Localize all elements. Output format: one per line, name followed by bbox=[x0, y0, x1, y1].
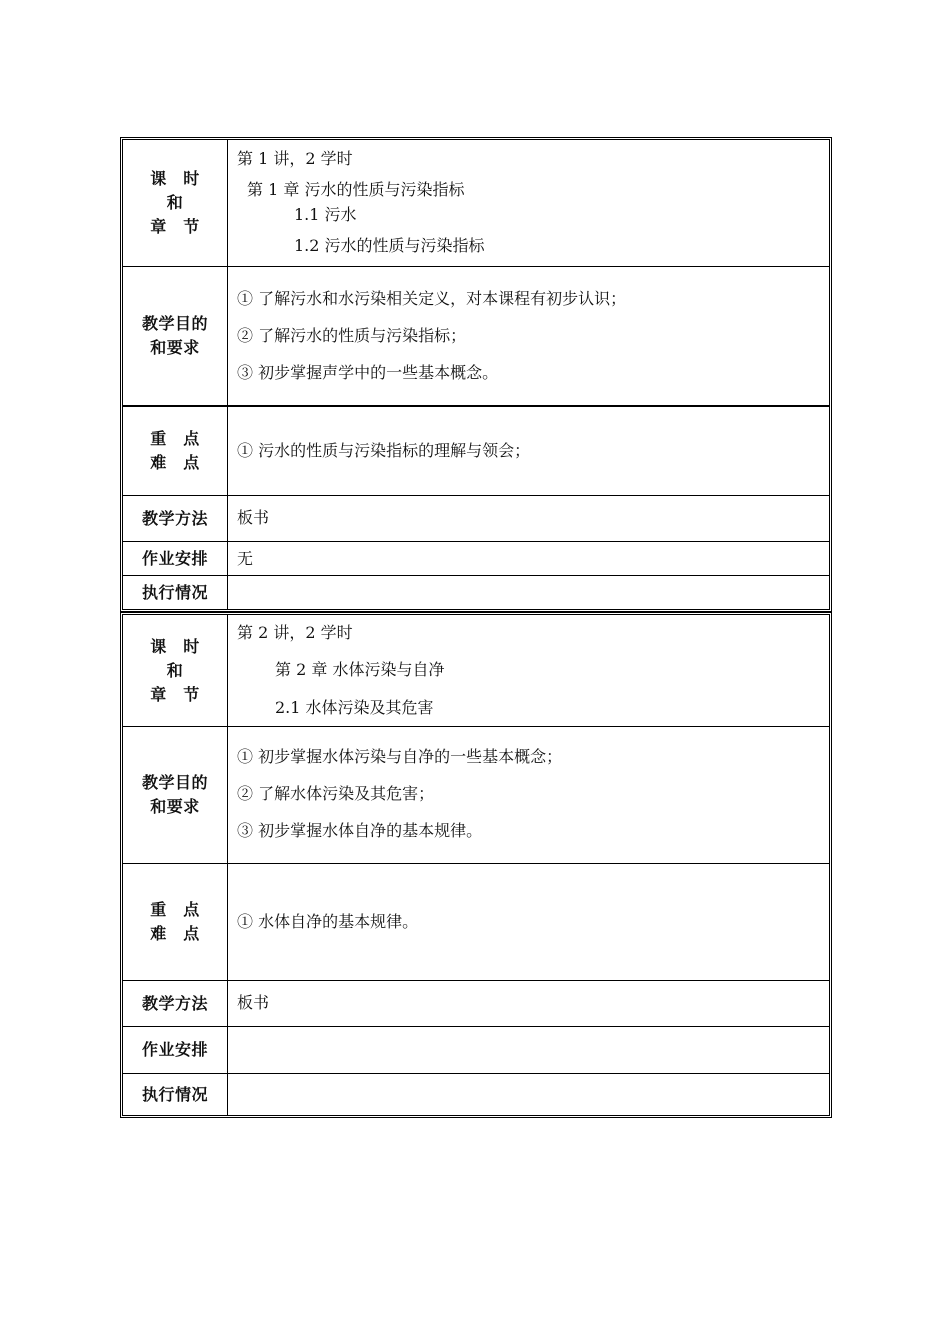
label-line: 章 节 bbox=[150, 684, 200, 704]
keypoint-item: ① 污水的性质与污染指标的理解与领会； bbox=[237, 441, 531, 460]
homework-label bbox=[123, 1027, 228, 1073]
objectives-content bbox=[228, 727, 829, 863]
subsection-title: 1.2 污水的性质与污染指标 bbox=[294, 236, 485, 255]
label-line: 重 点 bbox=[150, 429, 200, 448]
section-content bbox=[228, 140, 829, 266]
keypoints-label bbox=[123, 407, 228, 495]
homework-row bbox=[123, 542, 829, 576]
chapter-title: 第 2 章 水体污染与自净 bbox=[275, 660, 445, 679]
execution-row bbox=[123, 1074, 829, 1115]
lecture-hours: 第 1 讲，2 学时 bbox=[237, 149, 353, 168]
label-line: 课 时 bbox=[150, 169, 200, 188]
keypoints-content bbox=[228, 407, 829, 495]
label-line: 难 点 bbox=[150, 453, 200, 472]
lecture-hours: 第 2 讲，2 学时 bbox=[237, 623, 353, 642]
label-line: 教学方法 bbox=[141, 508, 208, 528]
homework-value: 无 bbox=[237, 549, 254, 568]
objective-item: ① 了解污水和水污染相关定义，对本课程有初步认识； bbox=[237, 289, 627, 308]
keypoints-label bbox=[123, 864, 228, 980]
label-line: 和要求 bbox=[150, 338, 200, 357]
lecture-2-table bbox=[120, 612, 832, 1118]
method-row bbox=[123, 981, 829, 1027]
lecture-1-table bbox=[120, 137, 832, 612]
objectives-row bbox=[123, 267, 829, 407]
objective-item: ② 了解水体污染及其危害； bbox=[237, 784, 435, 803]
execution-row bbox=[123, 576, 829, 609]
subsection-title: 1.1 污水 bbox=[294, 205, 357, 224]
section-label bbox=[123, 615, 228, 726]
method-value: 板书 bbox=[237, 508, 270, 527]
subsection-title: 2.1 水体污染及其危害 bbox=[275, 698, 434, 717]
section-content bbox=[228, 615, 829, 726]
label-line: 执行情况 bbox=[141, 1084, 208, 1104]
section-label bbox=[123, 140, 228, 266]
label-line: 课 时 bbox=[150, 636, 200, 656]
homework-content bbox=[228, 542, 829, 575]
label-line: 执行情况 bbox=[141, 582, 208, 602]
method-content bbox=[228, 496, 829, 541]
label-line: 和 bbox=[166, 193, 184, 212]
label-line: 和要求 bbox=[150, 797, 200, 816]
objective-item: ③ 初步掌握水体自净的基本规律。 bbox=[237, 821, 483, 840]
keypoints-row bbox=[123, 407, 829, 496]
method-value: 板书 bbox=[237, 993, 270, 1012]
objectives-content bbox=[228, 267, 829, 405]
homework-content bbox=[228, 1027, 829, 1073]
homework-row bbox=[123, 1027, 829, 1074]
label-line: 章 节 bbox=[150, 217, 200, 236]
execution-label bbox=[123, 576, 228, 609]
keypoints-content bbox=[228, 864, 829, 980]
keypoint-item: ① 水体自净的基本规律。 bbox=[237, 912, 419, 931]
label-line: 教学目的 bbox=[141, 314, 208, 333]
label-line: 作业安排 bbox=[141, 548, 208, 568]
section-row bbox=[123, 615, 829, 727]
execution-content bbox=[228, 1074, 829, 1115]
objectives-label bbox=[123, 267, 228, 405]
method-row bbox=[123, 496, 829, 542]
objectives-label bbox=[123, 727, 228, 863]
label-line: 作业安排 bbox=[141, 1040, 208, 1059]
keypoints-row bbox=[123, 864, 829, 981]
label-line: 难 点 bbox=[150, 924, 200, 943]
homework-label bbox=[123, 542, 228, 575]
label-line: 教学方法 bbox=[141, 993, 208, 1013]
execution-label bbox=[123, 1074, 228, 1115]
objective-item: ① 初步掌握水体污染与自净的一些基本概念； bbox=[237, 747, 563, 766]
execution-content bbox=[228, 576, 829, 609]
method-content bbox=[228, 981, 829, 1026]
method-label bbox=[123, 496, 228, 541]
chapter-title: 第 1 章 污水的性质与污染指标 bbox=[247, 180, 465, 199]
objectives-row bbox=[123, 727, 829, 864]
label-line: 重 点 bbox=[150, 900, 200, 919]
label-line: 和 bbox=[166, 660, 184, 680]
objective-item: ② 了解污水的性质与污染指标； bbox=[237, 326, 467, 345]
label-line: 教学目的 bbox=[141, 773, 208, 792]
objective-item: ③ 初步掌握声学中的一些基本概念。 bbox=[237, 363, 499, 382]
section-row bbox=[123, 140, 829, 267]
method-label bbox=[123, 981, 228, 1026]
